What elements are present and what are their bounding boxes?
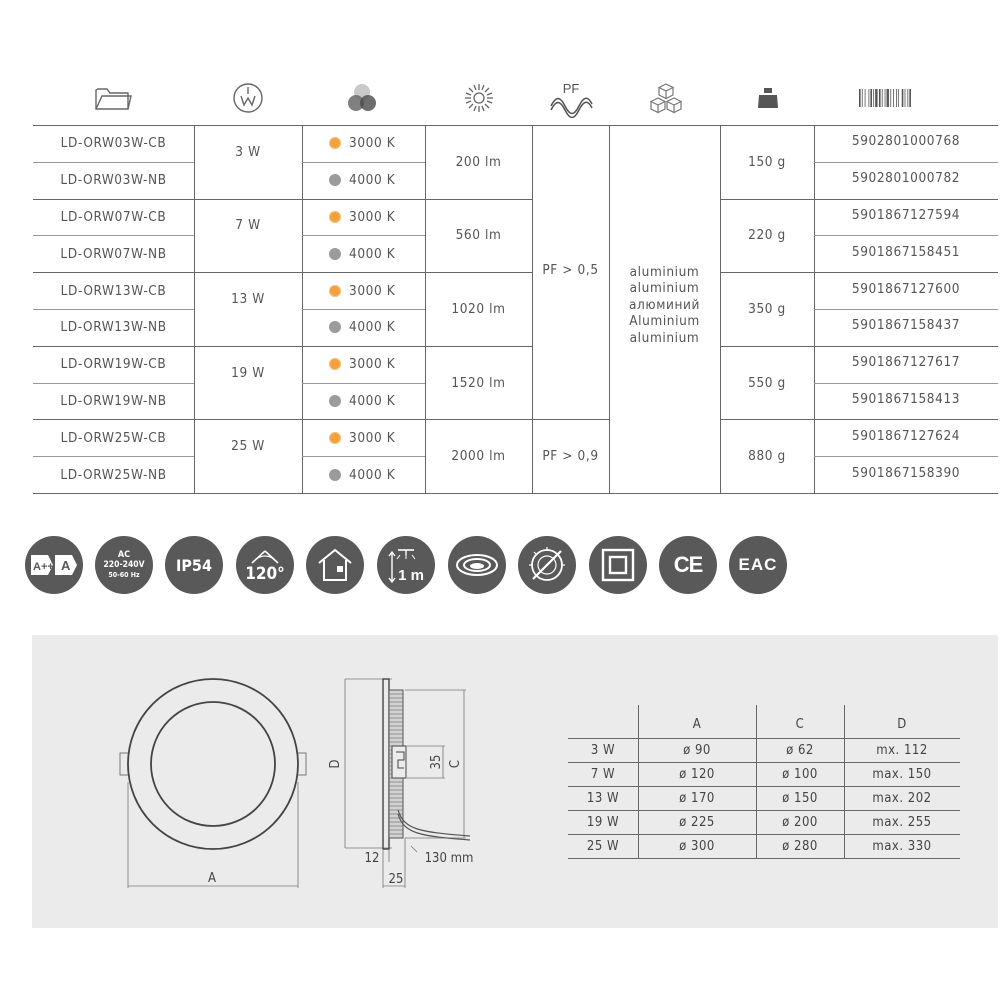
ean-cell: 5901867127624	[851, 427, 961, 444]
model-cell: LD-ORW07W-NB	[60, 245, 167, 262]
dimension-value-cell: max. 255	[872, 814, 932, 830]
dimension-value-cell: ø 300	[679, 838, 715, 854]
ean-cell: 5901867158413	[851, 390, 961, 407]
luminous-flux-cell: 560 lm	[455, 227, 502, 244]
color-temperature-text: 4000 K	[349, 245, 396, 262]
neutral-light-dot-icon	[329, 395, 341, 407]
material-line: aluminium	[629, 263, 700, 280]
energy-class-badge	[25, 536, 83, 594]
color-temperature-text: 3000 K	[349, 356, 396, 373]
weight-cell: 350 g	[748, 300, 786, 317]
dimension-header-cell: D	[897, 717, 907, 732]
power-factor-low-cell: PF > 0,5	[542, 261, 599, 278]
dimension-power-cell: 7 W	[590, 766, 616, 782]
material-line: aluminium	[629, 280, 700, 297]
distance-badge	[377, 536, 435, 594]
color-temperature-text: 3000 K	[349, 282, 396, 299]
neutral-light-dot-icon	[329, 174, 341, 186]
warm-light-dot-icon	[329, 285, 341, 297]
color-temperature-cell	[302, 235, 425, 272]
color-temperature-text: 3000 K	[349, 208, 396, 225]
color-temperature-text: 4000 K	[349, 172, 396, 189]
dimension-header-cell: C	[795, 717, 805, 732]
class-ii-insulation-badge	[589, 536, 647, 594]
color-temperature-text: 3000 K	[349, 135, 396, 152]
label-12: 12	[364, 851, 380, 866]
neutral-light-dot-icon	[329, 248, 341, 260]
dimension-power-cell: 25 W	[586, 838, 620, 854]
dimension-value-cell: max. 202	[872, 790, 932, 806]
ean-cell: 5902801000782	[851, 170, 961, 187]
ip-rating-text: IP54	[176, 555, 212, 575]
color-temperature-cell	[302, 309, 425, 346]
model-cell: LD-ORW03W-NB	[60, 172, 167, 189]
power-cell: 7 W	[235, 217, 261, 234]
voltage-line-1: AC	[117, 550, 131, 560]
luminous-flux-icon	[461, 82, 497, 114]
label-35: 35	[429, 754, 444, 770]
dimension-value-cell: max. 330	[872, 838, 932, 854]
weight-icon	[754, 82, 782, 114]
eac-mark-badge	[729, 536, 787, 594]
color-temperature-cell	[302, 419, 425, 456]
luminous-flux-cell: 1520 lm	[451, 374, 506, 391]
warm-light-dot-icon	[329, 432, 341, 444]
model-cell: LD-ORW13W-CB	[60, 282, 167, 299]
dimension-value-cell: mx. 112	[876, 742, 928, 758]
model-cell: LD-ORW13W-NB	[60, 319, 167, 336]
power-cell: 19 W	[231, 364, 265, 381]
warm-light-dot-icon	[329, 137, 341, 149]
ip-rating-badge	[165, 536, 223, 594]
dimension-table	[568, 705, 960, 860]
dimension-value-cell: ø 150	[782, 790, 818, 806]
ean-cell: 5901867158390	[851, 464, 961, 481]
voltage-badge	[95, 536, 153, 594]
dimension-power-cell: 13 W	[586, 790, 620, 806]
model-cell: LD-ORW03W-CB	[60, 135, 167, 152]
power-cell: 3 W	[235, 143, 261, 160]
beam-angle-badge	[236, 536, 294, 594]
color-temperature-cell	[302, 346, 425, 383]
luminous-flux-cell: 2000 lm	[451, 448, 506, 465]
luminous-flux-cell: 200 lm	[455, 153, 502, 170]
neutral-light-dot-icon	[329, 321, 341, 333]
label-d: D	[328, 759, 343, 769]
color-temperature-cell	[302, 162, 425, 199]
power-cell: 13 W	[231, 290, 265, 307]
ce-mark-text: CE	[673, 552, 703, 577]
power-factor-high-cell: PF > 0,9	[542, 448, 599, 465]
dimension-value-cell: ø 62	[786, 742, 814, 758]
material-cell	[609, 125, 720, 485]
ce-mark-badge	[659, 536, 717, 594]
color-temperature-text: 4000 K	[349, 392, 396, 409]
model-cell: LD-ORW25W-NB	[60, 466, 167, 483]
weight-cell: 880 g	[748, 448, 786, 465]
color-temperature-text: 4000 K	[349, 319, 396, 336]
eac-mark-text: EAC	[738, 555, 778, 574]
power-factor-icon	[548, 80, 594, 118]
ean-cell: 5902801000768	[851, 133, 961, 150]
material-line: алюминий	[628, 296, 700, 313]
barcode-icon	[858, 82, 932, 114]
energy-class-bottom: A	[61, 558, 71, 573]
neutral-light-dot-icon	[329, 469, 341, 481]
color-temperature-text: 4000 K	[349, 466, 396, 483]
dimension-power-cell: 19 W	[586, 814, 620, 830]
weight-cell: 220 g	[748, 227, 786, 244]
dimension-value-cell: ø 280	[782, 838, 818, 854]
color-temperature-cell	[302, 199, 425, 236]
ean-cell: 5901867158451	[851, 243, 961, 260]
ean-cell: 5901867158437	[851, 317, 961, 334]
dimension-header-cell	[568, 705, 638, 738]
not-dimmable-badge	[518, 536, 576, 594]
luminous-flux-cell: 1020 lm	[451, 300, 506, 317]
dimension-value-cell: ø 170	[679, 790, 715, 806]
label-a: A	[208, 871, 216, 886]
dimension-value-cell: ø 90	[683, 742, 711, 758]
folder-icon	[93, 82, 133, 114]
label-c: C	[448, 759, 463, 769]
ean-cell: 5901867127600	[851, 280, 961, 297]
material-line: aluminium	[629, 329, 700, 346]
warm-light-dot-icon	[329, 211, 341, 223]
color-temperature-cell	[302, 456, 425, 493]
model-cell: LD-ORW19W-NB	[60, 392, 167, 409]
dimension-value-cell: ø 100	[782, 766, 818, 782]
dimension-value-cell: ø 200	[782, 814, 818, 830]
label-25: 25	[388, 872, 404, 887]
indoor-use-badge	[306, 536, 364, 594]
color-temperature-icon	[344, 82, 380, 114]
warm-light-dot-icon	[329, 358, 341, 370]
material-line: Aluminium	[629, 313, 700, 330]
recessed-mount-badge	[448, 536, 506, 594]
material-cubes-icon	[646, 82, 686, 114]
energy-class-top: A++	[33, 561, 54, 573]
model-cell: LD-ORW19W-CB	[60, 356, 167, 373]
model-cell: LD-ORW07W-CB	[60, 208, 167, 225]
weight-cell: 550 g	[748, 374, 786, 391]
color-temperature-text: 3000 K	[349, 429, 396, 446]
dimension-value-cell: max. 150	[872, 766, 932, 782]
voltage-line-2: 220-240V	[103, 560, 145, 570]
weight-cell: 150 g	[748, 153, 786, 170]
distance-text: 1 m	[398, 567, 424, 584]
dimension-header-cell: A	[692, 717, 702, 732]
ean-cell: 5901867127617	[851, 354, 961, 371]
color-temperature-cell	[302, 272, 425, 309]
spec-table	[33, 125, 998, 494]
dimension-power-cell: 3 W	[590, 742, 616, 758]
voltage-line-3: 50-60 Hz	[108, 571, 140, 579]
label-cable: 130 mm	[424, 851, 474, 866]
ean-cell: 5901867127594	[851, 206, 961, 223]
dimension-value-cell: ø 120	[679, 766, 715, 782]
color-temperature-cell	[302, 383, 425, 420]
dimension-value-cell: ø 225	[679, 814, 715, 830]
power-icon	[230, 82, 266, 114]
color-temperature-cell	[302, 125, 425, 162]
beam-angle-text: 120°	[245, 564, 285, 584]
power-factor-label: PF	[562, 81, 580, 96]
power-cell: 25 W	[231, 438, 265, 455]
model-cell: LD-ORW25W-CB	[60, 429, 167, 446]
